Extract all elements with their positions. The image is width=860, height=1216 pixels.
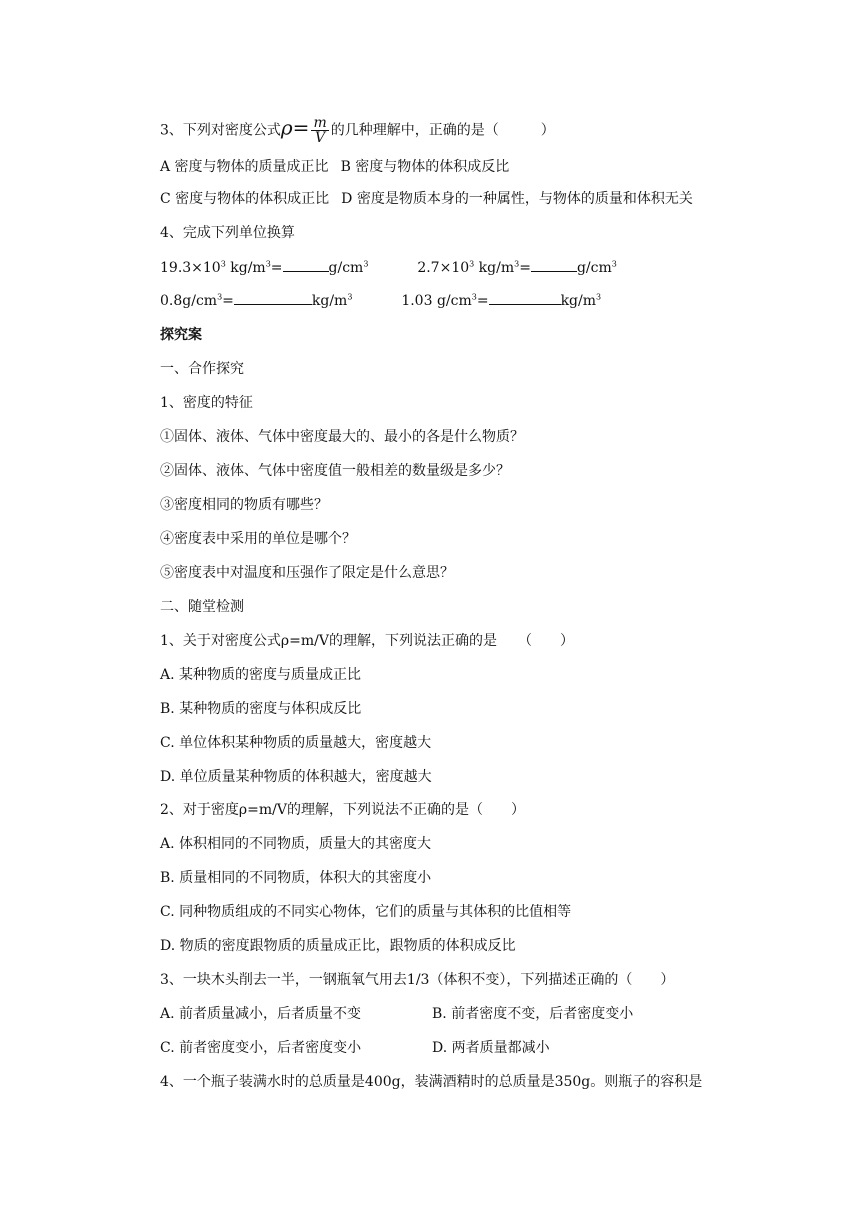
q3-suffix: 的几种理解中，正确的是（ ） [330,122,555,139]
conv3-answer-blank[interactable] [234,290,312,305]
q3-options-ab [160,157,509,177]
test-q2-option-d: D. 物质的密度跟物质的质量成正比，跟物质的体积成反比 [160,938,516,954]
test-q1-stem: 1、关于对密度公式ρ=m/V的理解，下列说法正确的是 （ ） [160,633,574,649]
fraction-numerator: m [313,115,327,131]
feature-item-4: ④密度表中采用的单位是哪个？ [160,531,356,547]
section-title: 探究案 [160,327,202,343]
conv2-target-unit: g/cm [576,260,612,276]
conv1-exp: 3 [220,259,226,269]
test-q2-option-c: C. 同种物质组成的不同实心物体，它们的质量与其体积的比值相等 [160,904,572,920]
conv2-unit: kg/m [474,260,515,276]
test-q1-option-b: B. 某种物质的密度与体积成反比 [160,701,362,717]
conv4-equals: = [476,293,489,309]
conv4-answer-blank[interactable] [489,290,561,305]
conv3-target-unit: kg/m [311,293,348,309]
conv4-target-exp: 3 [596,292,602,302]
q3-option-a: A 密度与物体的质量成正比 [160,159,329,175]
q3-option-c: C 密度与物体的体积成正比 [160,191,330,207]
conv3-equals: = [222,293,234,309]
feature-item-2: ②固体、液体、气体中密度值一般相差的数量级是多少？ [160,463,510,479]
density-fraction [311,116,328,145]
conv1-answer-blank[interactable] [283,257,329,272]
test-q1-option-d: D. 单位质量某种物质的体积越大，密度越大 [160,769,432,785]
conv3-exp: 3 [217,292,223,302]
conv2-answer-blank[interactable] [531,257,577,272]
test-q1-option-a: A. 某种物质的密度与质量成正比 [160,667,362,683]
test-q3-option-d: D. 两者质量都减小 [432,1040,550,1056]
feature-item-1: ①固体、液体、气体中密度最大的、最小的各是什么物质？ [160,429,524,445]
part1-subtitle: 1、密度的特征 [160,395,253,411]
q3-option-d: D 密度是物质本身的一种属性，与物体的质量和体积无关 [341,191,693,207]
conversion-row-1 [160,257,617,278]
q4-title: 4、完成下列单位换算 [160,225,295,241]
feature-item-3: ③密度相同的物质有哪些？ [160,497,328,513]
conv4-value: 1.03 g/cm [401,293,472,309]
conv1-target-exp: 3 [363,259,369,269]
rho-symbol: ρ= [280,115,310,140]
conv2-target-exp: 3 [611,259,617,269]
fraction-denominator: V [315,130,326,146]
conv1-target-unit: g/cm [328,260,364,276]
part2-title: 二、随堂检测 [160,599,244,615]
conv2-value: 2.7×10 [417,260,470,276]
q3-option-b: B 密度与物体的体积成反比 [340,159,510,175]
conv3-target-exp: 3 [347,292,353,302]
test-q1-option-c: C. 单位体积某种物质的质量越大，密度越大 [160,735,432,751]
conv2-unit-exp: 3 [514,259,520,269]
conv2-exp: 3 [469,259,475,269]
conversion-row-2 [160,290,601,311]
question-3-formula [160,116,555,145]
test-q4-stem: 4、一个瓶子装满水时的总质量是400g，装满酒精时的总质量是350g。则瓶子的容积是 [160,1074,703,1090]
test-q3-stem: 3、一块木头削去一半，一钢瓶氧气用去1/3（体积不变），下列描述正确的（ ） [160,972,675,988]
conv2-equals: = [519,260,531,276]
test-q2-stem: 2、对于密度ρ=m/V的理解，下列说法不正确的是（ ） [160,802,525,818]
test-q3-options-cd [160,1038,550,1058]
feature-item-5: ⑤密度表中对温度和压强作了限定是什么意思？ [160,565,454,581]
test-q3-option-a: A. 前者质量减小，后者质量不变 [160,1006,362,1022]
q3-options-cd [160,189,693,209]
test-q3-options-ab [160,1004,633,1024]
conv4-exp: 3 [471,292,477,302]
test-q2-option-a: A. 体积相同的不同物质，质量大的其密度大 [160,836,432,852]
conv1-unit: kg/m [225,260,266,276]
conv1-value: 19.3×10 [160,260,221,276]
test-q2-option-b: B. 质量相同的不同物质，体积大的其密度小 [160,870,432,886]
test-q3-option-c: C. 前者密度变小，后者密度变小 [160,1040,362,1056]
conv4-target-unit: kg/m [560,293,597,309]
conv1-unit-exp: 3 [265,259,271,269]
test-q3-option-b: B. 前者密度不变，后者密度变小 [432,1006,634,1022]
part1-title: 一、合作探究 [160,361,244,377]
conv1-equals: = [270,260,283,276]
conv3-value: 0.8g/cm [160,293,218,309]
q3-prefix: 3、下列对密度公式 [160,122,281,139]
